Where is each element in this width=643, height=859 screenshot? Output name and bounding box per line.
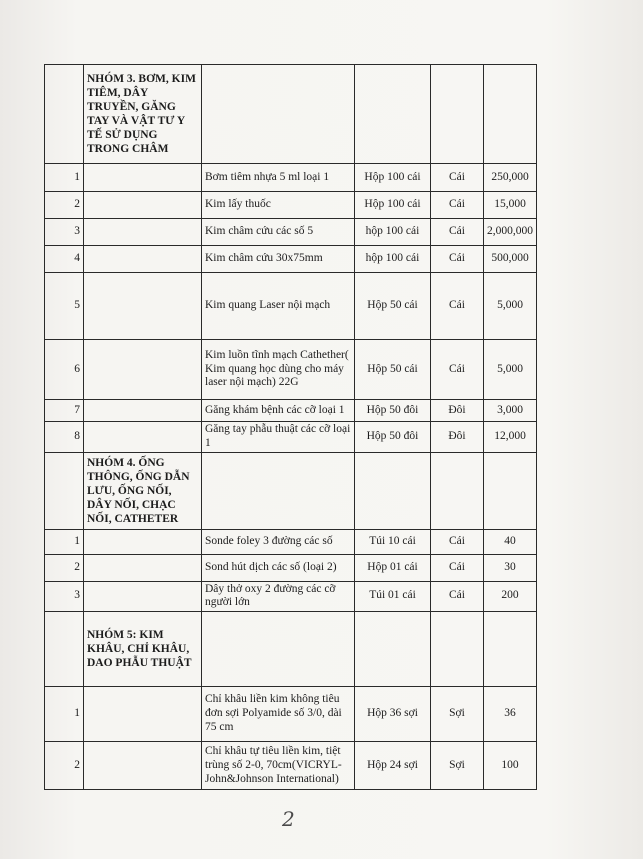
table-row [45, 581, 537, 612]
item-price: 2,000,000 [484, 219, 537, 246]
item-pack: Hộp 50 cái [355, 273, 431, 340]
item-price: 12,000 [484, 422, 537, 453]
item-pack: Hộp 01 cái [355, 554, 431, 581]
item-pack: hộp 100 cái [355, 219, 431, 246]
item-unit: Cái [431, 554, 484, 581]
item-name: Chỉ khâu liền kim không tiêu đơn sợi Polyamide số 3/0, dài 75 cm [202, 687, 355, 742]
item-name: Găng tay phẫu thuật các cỡ loại 1 [202, 422, 355, 453]
item-unit: Cái [431, 164, 484, 192]
item-price: 3,000 [484, 400, 537, 422]
item-unit: Đôi [431, 400, 484, 422]
item-name: Sond hút dịch các số (loại 2) [202, 554, 355, 581]
item-unit: Cái [431, 273, 484, 340]
item-pack: Hộp 100 cái [355, 192, 431, 219]
item-price: 30 [484, 554, 537, 581]
row-number: 7 [45, 400, 84, 422]
item-price: 40 [484, 529, 537, 554]
supplies-table [44, 64, 537, 790]
row-number: 2 [45, 742, 84, 790]
handwritten-page-mark: 2 [282, 807, 295, 831]
item-pack: hộp 100 cái [355, 246, 431, 273]
item-pack: Hộp 36 sợi [355, 687, 431, 742]
item-price: 250,000 [484, 164, 537, 192]
row-number: 3 [45, 219, 84, 246]
row-number: 1 [45, 529, 84, 554]
item-unit: Cái [431, 581, 484, 612]
table-row [45, 246, 537, 273]
table-row [45, 400, 537, 422]
item-unit: Sợi [431, 687, 484, 742]
table-row [45, 529, 537, 554]
item-name: Găng khám bệnh các cỡ loại 1 [202, 400, 355, 422]
item-name: Chỉ khâu tự tiêu liền kim, tiệt trùng số 2-0, 70cm(VICRYL-John&Johnson International) [202, 742, 355, 790]
table-row [45, 422, 537, 453]
item-unit: Cái [431, 219, 484, 246]
table-row [45, 340, 537, 400]
row-number: 3 [45, 581, 84, 612]
item-pack: Hộp 50 đôi [355, 422, 431, 453]
row-number: 8 [45, 422, 84, 453]
item-price: 200 [484, 581, 537, 612]
row-number: 1 [45, 164, 84, 192]
item-pack: Túi 01 cái [355, 581, 431, 612]
item-unit: Đôi [431, 422, 484, 453]
row-number: 1 [45, 687, 84, 742]
item-price: 5,000 [484, 273, 537, 340]
row-number: 2 [45, 554, 84, 581]
group-title: NHÓM 5: KIM KHÂU, CHỈ KHÂU, DAO PHẪU THUẬT [84, 612, 202, 687]
item-price: 15,000 [484, 192, 537, 219]
table-row [45, 742, 537, 790]
item-name: Dây thở oxy 2 đường các cỡ người lớn [202, 581, 355, 612]
item-unit: Cái [431, 246, 484, 273]
item-pack: Hộp 100 cái [355, 164, 431, 192]
item-unit: Sợi [431, 742, 484, 790]
item-name: Kim châm cứu 30x75mm [202, 246, 355, 273]
item-price: 36 [484, 687, 537, 742]
item-price: 100 [484, 742, 537, 790]
item-price: 500,000 [484, 246, 537, 273]
item-pack: Hộp 50 đôi [355, 400, 431, 422]
item-price: 5,000 [484, 340, 537, 400]
item-name: Kim quang Laser nội mạch [202, 273, 355, 340]
table-row [45, 192, 537, 219]
table-row [45, 164, 537, 192]
item-unit: Cái [431, 340, 484, 400]
item-pack: Hộp 50 cái [355, 340, 431, 400]
item-pack: Túi 10 cái [355, 529, 431, 554]
group-header-row [45, 452, 537, 529]
table-row [45, 687, 537, 742]
item-unit: Cái [431, 192, 484, 219]
group-header-row [45, 65, 537, 164]
item-unit: Cái [431, 529, 484, 554]
item-name: Kim luồn tĩnh mạch Cathether( Kim quang học dùng cho máy laser nội mạch) 22G [202, 340, 355, 400]
table-row [45, 273, 537, 340]
table-row [45, 554, 537, 581]
row-number: 4 [45, 246, 84, 273]
item-name: Bơm tiêm nhựa 5 ml loại 1 [202, 164, 355, 192]
item-name: Kim lấy thuốc [202, 192, 355, 219]
row-number: 6 [45, 340, 84, 400]
group-header-row [45, 612, 537, 687]
item-name: Kim châm cứu các số 5 [202, 219, 355, 246]
row-number: 2 [45, 192, 84, 219]
row-number: 5 [45, 273, 84, 340]
item-name: Sonde foley 3 đường các số [202, 529, 355, 554]
group-title: NHÓM 4. ỐNG THÔNG, ỐNG DẪN LƯU, ỐNG NỐI, DÂY NỐI, CHẠC NỐI, CATHETER [84, 452, 202, 529]
group-title: NHÓM 3. BƠM, KIM TIÊM, DÂY TRUYỀN, GĂNG TAY VÀ VẬT TƯ Y TẾ SỬ DỤNG TRONG CHÂM [84, 65, 202, 164]
item-pack: Hộp 24 sợi [355, 742, 431, 790]
table-row [45, 219, 537, 246]
